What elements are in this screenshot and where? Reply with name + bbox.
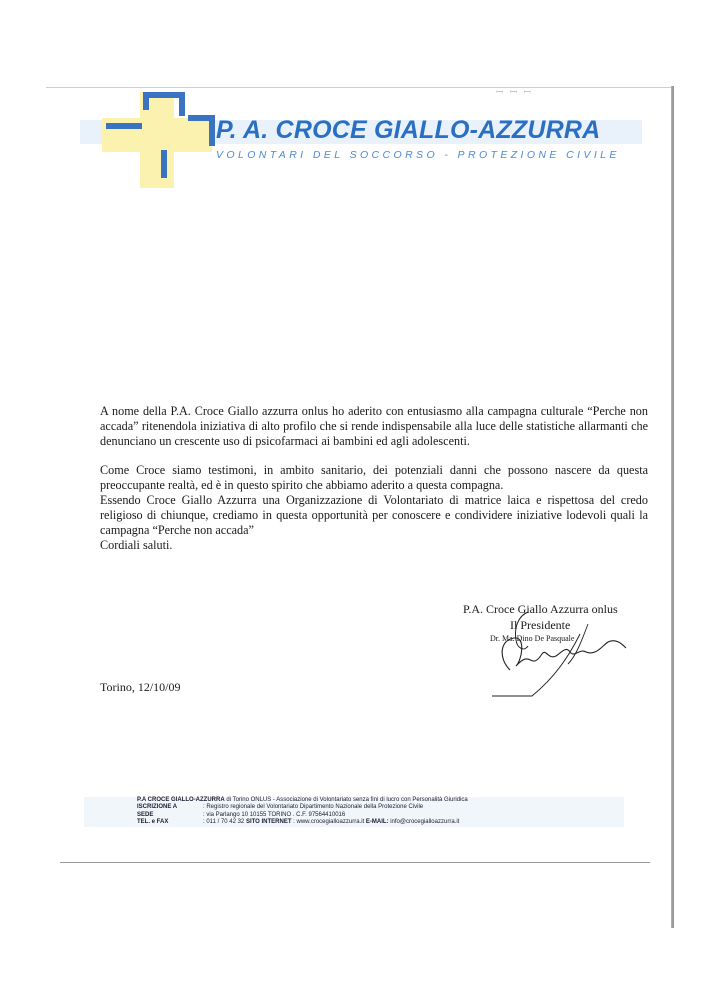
- footer-row-4: TEL. e FAX : 011 / 70 42 32 SITO INTERNET : www.crocegialloazzurra.it E-MAIL: info@crocegialloazzurra.it: [137, 818, 460, 825]
- footer: [137, 797, 468, 826]
- org-name: P. A. CROCE GIALLO-AZZURRA: [216, 116, 601, 144]
- closing: Cordiali saluti.: [100, 538, 173, 552]
- cross-logo-icon: [100, 88, 220, 190]
- bottom-rule: [60, 862, 650, 863]
- paragraph-3: Essendo Croce Giallo Azzurra una Organizzazione di Volontariato di matrice laica e rispettosa del credo religioso di chiunque, crediamo in questa opportunità per conoscere e condividere iniziative lodevoli quali la campagna “Perche non accada”: [100, 493, 648, 537]
- footer-row-1: P.A CROCE GIALLO-AZZURRA di Torino ONLUS - Associazione di Volontariato senza fini di lucro con Personalità Giuridica: [137, 797, 468, 803]
- paragraph-2: Come Croce siamo testimoni, in ambito sanitario, dei potenziali danni che possono nascere da questa preoccupante realtà, ed è in questo spirito che abbiamo aderito a questa compagna.: [100, 463, 648, 492]
- paragraph-1: A nome della P.A. Croce Giallo azzurra onlus ho aderito con entusiasmo alla campagna culturale “Perche non accada” ritenendola iniziativa di alto profilo che si rende indispensabile alla luce delle statistiche allarmanti che denunciano un crescente uso di psicofarmaci ai bambini ed agli adolescenti.: [100, 404, 648, 448]
- scan-mark: ꟷ ꟷ ꟷ: [496, 87, 533, 97]
- footer-row-2: ISCRIZIONE A : Registro regionale del Volontariato Dipartimento Nazionale della Protezione Civile: [137, 804, 424, 811]
- footer-row-3: SEDE : via Parlango 10 10155 TORINO . C.F. 97564410016: [137, 811, 346, 818]
- handwritten-signature: [470, 600, 630, 700]
- signature-name: Dr. Ma. Dino De Pasquale: [490, 634, 575, 643]
- signature-org: P.A. Croce Giallo Azzurra onlus: [463, 602, 618, 616]
- scan-right-edge: [671, 86, 674, 928]
- letter-body: [100, 404, 648, 553]
- org-subtitle: VOLONTARI DEL SOCCORSO - PROTEZIONE CIVILE: [216, 149, 620, 161]
- signature-title: Il Presidente: [510, 618, 571, 632]
- letter-date: Torino, 12/10/09: [100, 680, 181, 694]
